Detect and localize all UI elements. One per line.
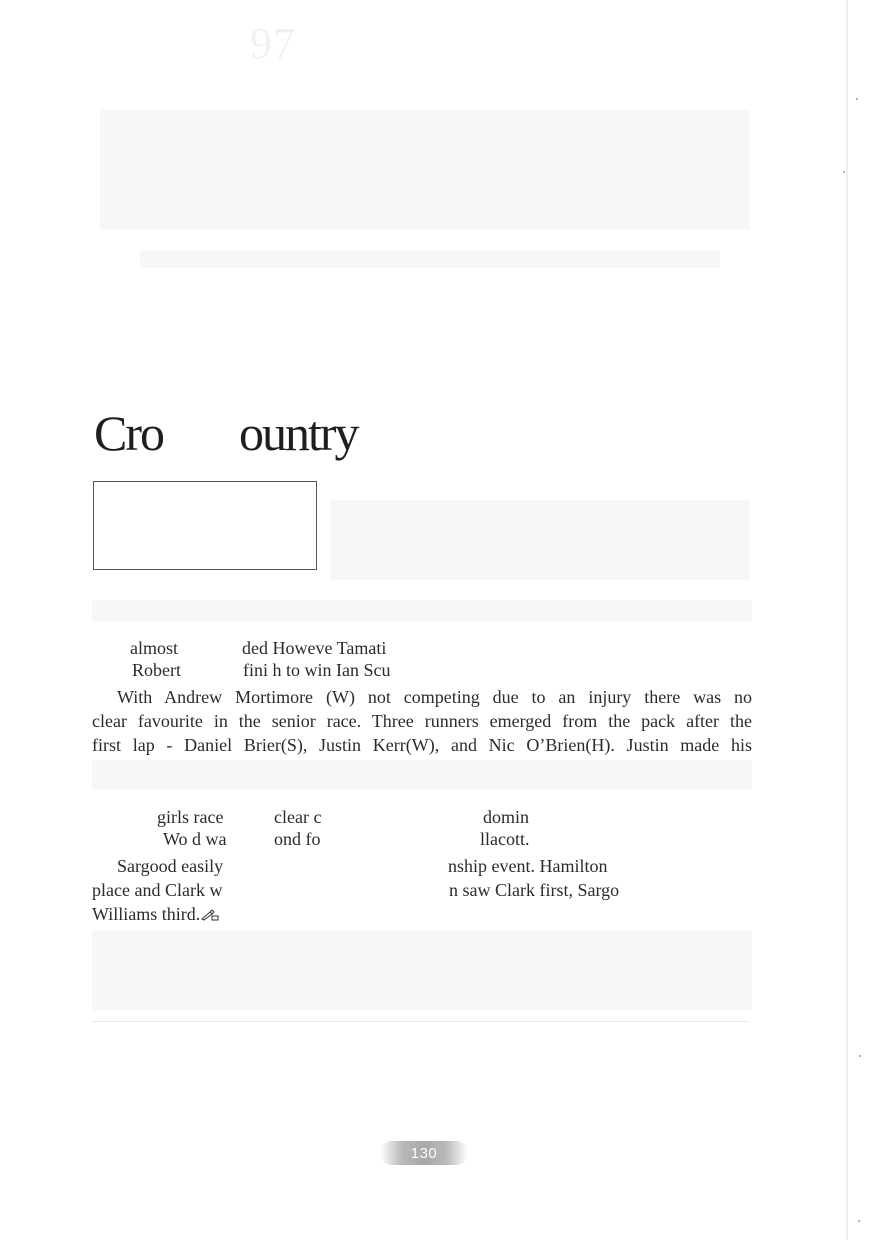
paragraph-line-2: clear favourite in the senior race. Three runners emerged from the pack after the	[92, 711, 752, 731]
faded-text-block	[140, 250, 720, 268]
article-title	[94, 404, 358, 462]
paragraph-line-1: With Andrew Mortimore (W) not competing due to an injury there was no	[117, 687, 752, 707]
section-divider	[92, 1021, 750, 1022]
lower-right-line-1: nship event. Hamilton	[448, 856, 608, 876]
title-part-2: ountry	[239, 405, 358, 461]
faded-header	[100, 18, 296, 69]
lower-right-line-2: n saw Clark first, Sargo	[449, 880, 620, 900]
lower-left-line-3	[92, 902, 219, 926]
faded-text-block	[92, 760, 752, 790]
fragment-line-1a: almost	[130, 638, 178, 658]
page-number: 130	[410, 1144, 438, 1162]
lower-left-line-2: place and Clark w	[92, 880, 223, 900]
faded-text-block	[92, 930, 752, 1010]
faded-text-block	[100, 110, 750, 230]
girls-line-1b: clear c	[274, 807, 322, 827]
paragraph-line-3: first lap - Daniel Brier(S), Justin Kerr(W), and Nic O’Brien(H). Justin made his	[92, 735, 752, 755]
faded-text-block	[330, 500, 750, 580]
title-part-1: Cro	[94, 405, 163, 461]
fragment-line-2b: fini h to win Ian Scu	[243, 660, 391, 680]
girls-line-2c: llacott.	[480, 829, 530, 849]
writing-hand-icon	[201, 909, 219, 921]
fragment-line-2a: Robert	[132, 660, 181, 680]
faded-text-block	[92, 600, 752, 622]
scan-speck	[843, 171, 845, 173]
scan-speck	[858, 1220, 860, 1222]
girls-line-1c: domin	[483, 807, 530, 827]
scan-edge-shadow	[846, 0, 848, 1240]
lower-left-line-3-text: Williams third.	[92, 904, 201, 924]
lower-left-line-1: Sargood easily	[117, 856, 224, 876]
girls-line-2a: Wo d wa	[163, 829, 227, 849]
girls-line-2b: ond fo	[274, 829, 321, 849]
faded-year: 97	[250, 19, 296, 68]
photo-placeholder-box	[93, 481, 317, 570]
scan-speck	[856, 98, 858, 100]
page-number-badge	[380, 1141, 468, 1165]
scan-speck	[859, 1055, 861, 1057]
girls-line-1a: girls race	[157, 807, 224, 827]
fragment-line-1b: ded Howeve Tamati	[242, 638, 387, 658]
